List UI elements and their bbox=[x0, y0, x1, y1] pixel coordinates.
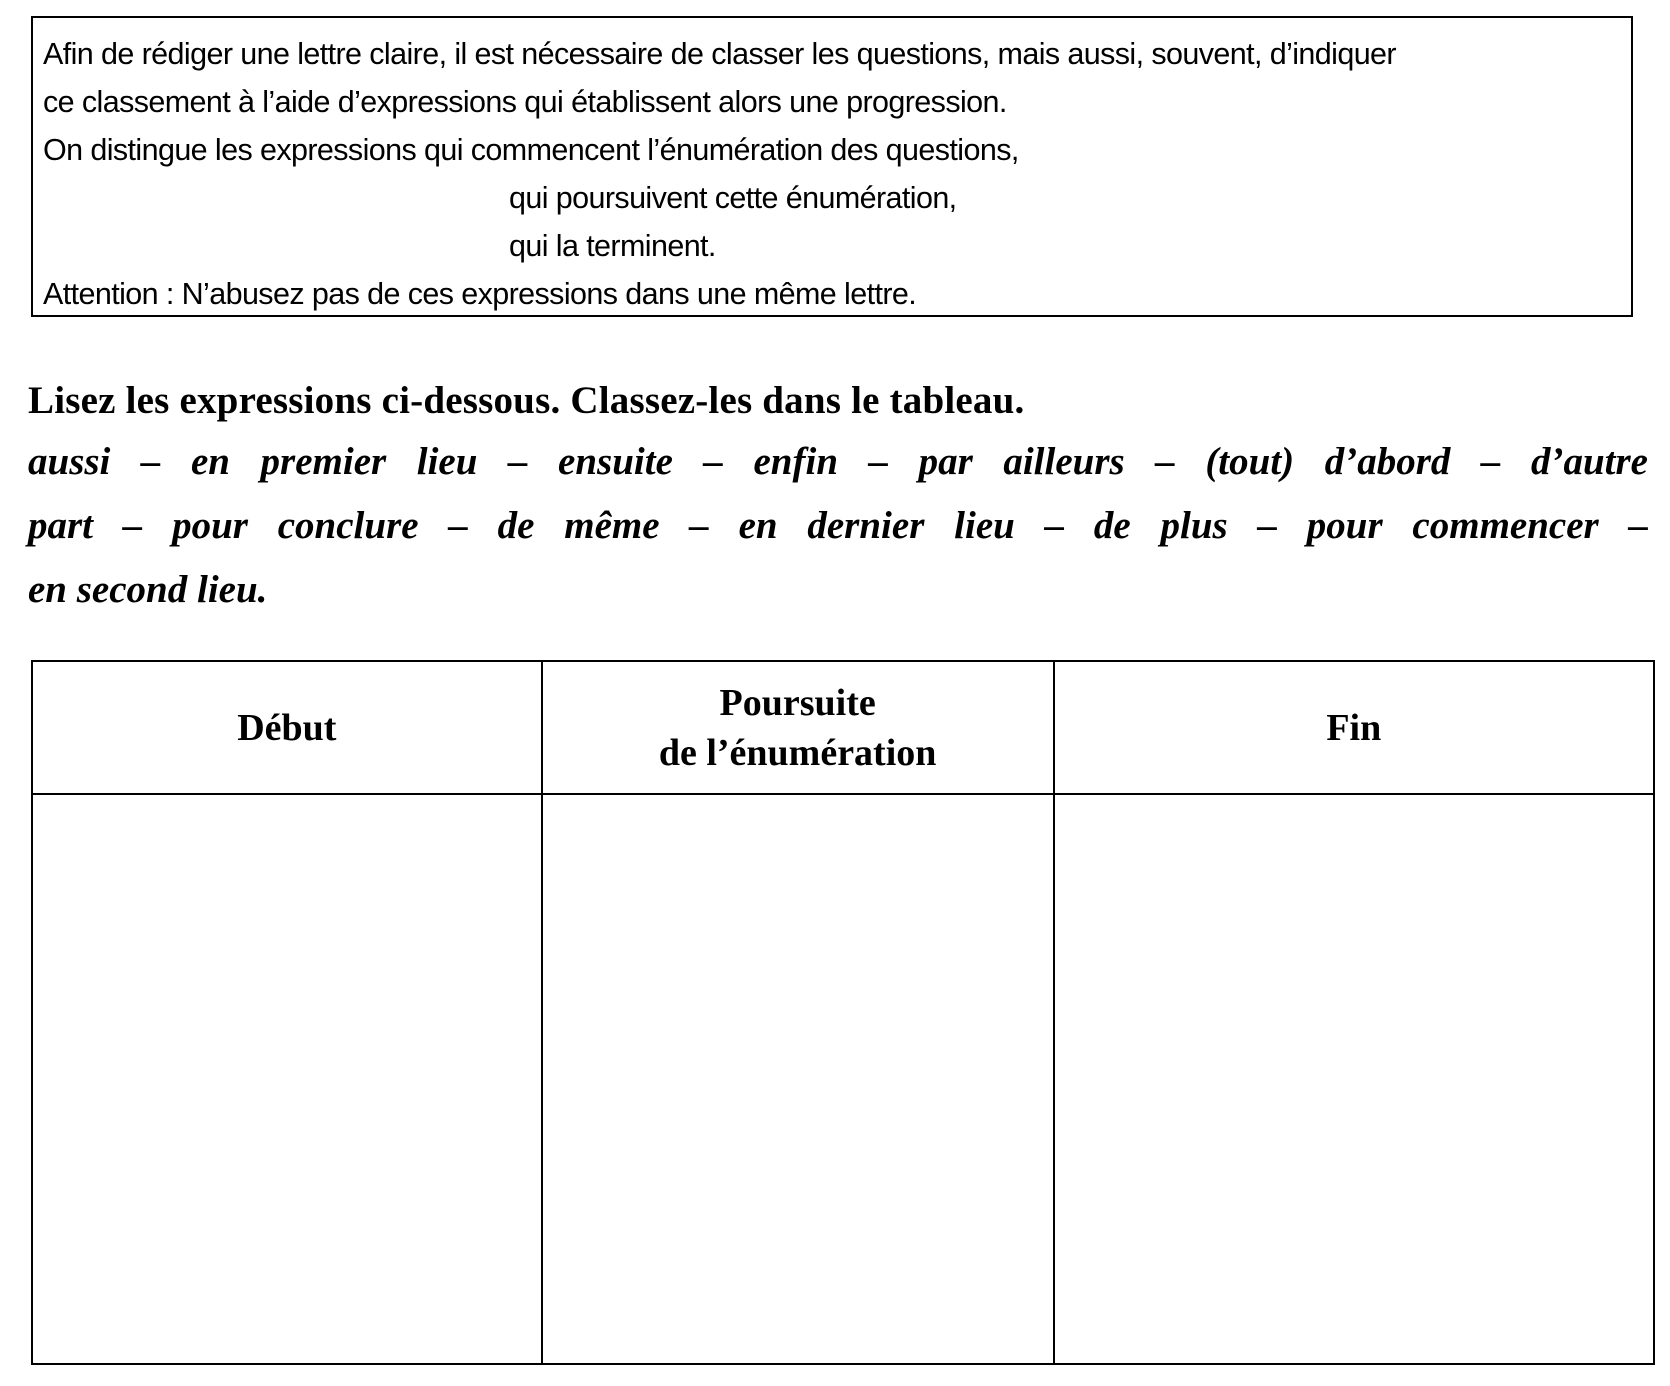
expressions-line: aussi – en premier lieu – ensuite – enfin – par ailleurs – (tout) d’abord – d’autre bbox=[28, 440, 1648, 483]
cell-fin[interactable] bbox=[1054, 794, 1653, 1363]
classification-table bbox=[31, 660, 1655, 1365]
header-label: de l’énumération bbox=[658, 731, 937, 774]
info-line: qui la terminent. bbox=[509, 229, 716, 263]
expressions-line: en second lieu. bbox=[28, 568, 268, 611]
info-line: ce classement à l’aide d’expressions qui établissent alors une progression. bbox=[43, 85, 1007, 119]
header-label: Début bbox=[237, 706, 337, 749]
table-header-row bbox=[33, 662, 1653, 794]
header-fin bbox=[1054, 662, 1653, 794]
table-row bbox=[33, 794, 1653, 1363]
info-box bbox=[31, 16, 1633, 317]
cell-poursuite[interactable] bbox=[542, 794, 1054, 1363]
instruction-heading: Lisez les expressions ci-dessous. Classez-les dans le tableau. bbox=[28, 379, 1025, 422]
info-line: qui poursuivent cette énumération, bbox=[509, 181, 957, 215]
expressions-line: part – pour conclure – de même – en dernier lieu – de plus – pour commencer – bbox=[28, 504, 1648, 547]
header-debut bbox=[33, 662, 542, 794]
info-line: Afin de rédiger une lettre claire, il est nécessaire de classer les questions, mais aussi, souvent, d’indiquer bbox=[43, 37, 1396, 71]
header-label: Poursuite bbox=[719, 681, 876, 724]
info-line: Attention : N’abusez pas de ces expressions dans une même lettre. bbox=[43, 277, 917, 311]
info-line: On distingue les expressions qui commencent l’énumération des questions, bbox=[43, 133, 1019, 167]
cell-debut[interactable] bbox=[33, 794, 542, 1363]
expressions-list bbox=[28, 430, 1648, 622]
header-label: Fin bbox=[1326, 706, 1382, 749]
header-poursuite bbox=[542, 662, 1054, 794]
